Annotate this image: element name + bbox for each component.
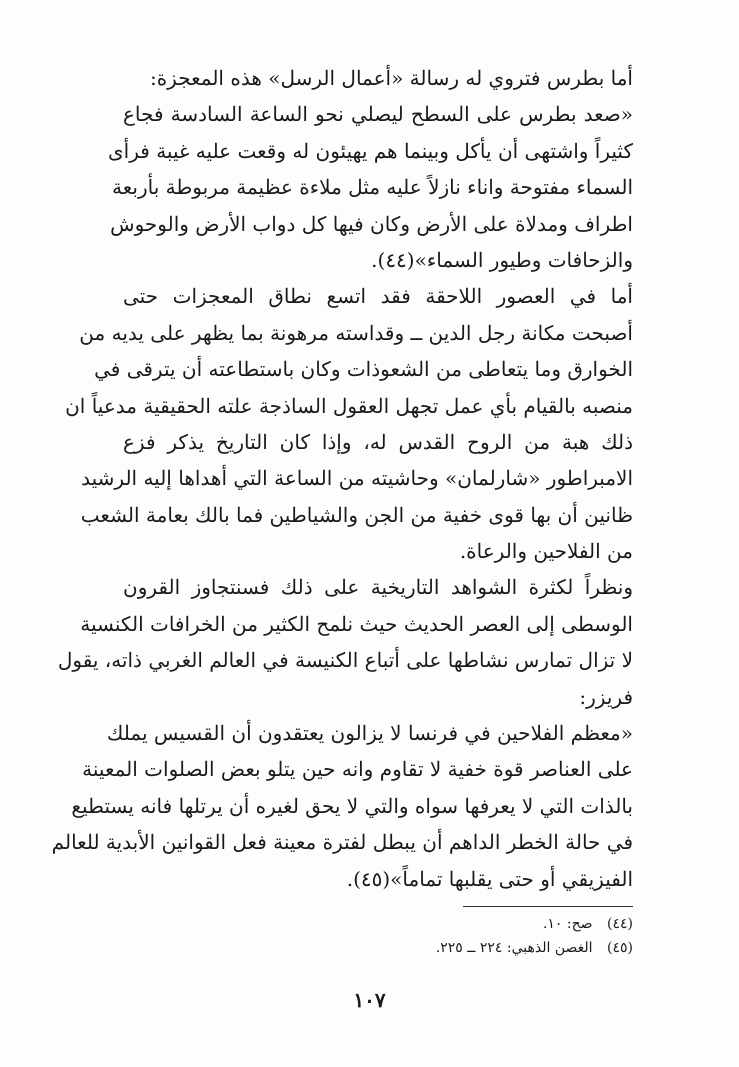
text-line: الفيزيقي أو حتى يقلبها تماماً»(٤٥). [346, 866, 633, 891]
text-line: والزحافات وطيور السماء»(٤٤). [371, 247, 633, 272]
text-line: على العناصر قوة خفية لا تقاوم وانه حين يتلو بعض الصلوات المعينة [82, 757, 633, 782]
footnotes [123, 912, 633, 960]
footnote-text: صح: ١٠. [542, 916, 593, 932]
footnote-text: الغصن الذهبي: ٢٢٤ ــ ٢٢٥. [435, 940, 593, 956]
text-line: ظانين أن بها قوى خفية من الجن والشياطين فما بالك بعامة الشعب [80, 502, 633, 527]
text-line: أما في العصور اللاحقة فقد اتسع نطاق المعجزات حتى [123, 284, 633, 309]
page-number: ١٠٧ [353, 988, 386, 1012]
text-line: ونظراً لكثرة الشواهد التاريخية على ذلك فسنتجاوز القرون [123, 575, 633, 600]
text-line: فريزر: [579, 684, 633, 709]
text-line: أما بطرس فتروي له رسالة «أعمال الرسل» هذه المعجزة: [149, 66, 633, 90]
text-line: الخوارق وما يتعاطى من الشعوذات وكان باستطاعته أن يترقى في [94, 357, 633, 382]
footnote-divider [463, 906, 633, 907]
footnote-number: (٤٤) [607, 916, 633, 932]
text-line: ذلك هبة من الروح القدس له، وإذا كان التاريخ يذكر فزع [123, 429, 633, 454]
text-line: بالذات التي لا يعرفها سواه والتي لا يحق لغيره أن يرتلها فانه يستطيع [71, 793, 633, 818]
footnote-44 [123, 912, 633, 936]
text-line: السماء مفتوحة واناء نازلاً عليه مثل ملاءة عظيمة مربوطة بأربعة [112, 175, 633, 200]
text-line: الوسطى إلى العصر الحديث حيث نلمح الكثير من الخرافات الكنسية [80, 611, 633, 636]
text-line: لا تزال تمارس نشاطها على أتباع الكنيسة في العالم الغربي ذاته، يقول [57, 648, 633, 673]
text-line: اطراف ومدلاة على الأرض وكان فيها كل دواب الأرض والوحوش [110, 211, 633, 236]
text-line: منصبه بالقيام بأي عمل تجهل العقول الساذجة علته الحقيقية مدعياً ان [65, 393, 633, 418]
text-line: الامبراطور «شارلمان» وحاشيته من الساعة التي أهداها إليه الرشيد [81, 466, 633, 491]
main-text [51, 60, 633, 897]
text-line: «معظم الفلاحين في فرنسا لا يزالون يعتقدون أن القسيس يملك [106, 721, 633, 746]
text-line: من الفلاحين والرعاة. [459, 539, 633, 564]
text-line: في حالة الخطر الداهم أن يبطل لفترة معينة فعل القوانين الأبدية للعالم [51, 830, 633, 855]
text-line: كثيراً واشتهى أن يأكل وبينما هم يهيئون له وقعت عليه غيبة فرأى [108, 138, 633, 163]
text-line: «صعد بطرس على السطح ليصلي نحو الساعة السادسة فجاع [123, 102, 633, 127]
footnote-45 [123, 936, 633, 960]
text-line: أصبحت مكانة رجل الدين ــ وقداسته مرهونة بما يظهر على يديه من [79, 320, 633, 345]
footnote-number: (٤٥) [607, 940, 633, 956]
